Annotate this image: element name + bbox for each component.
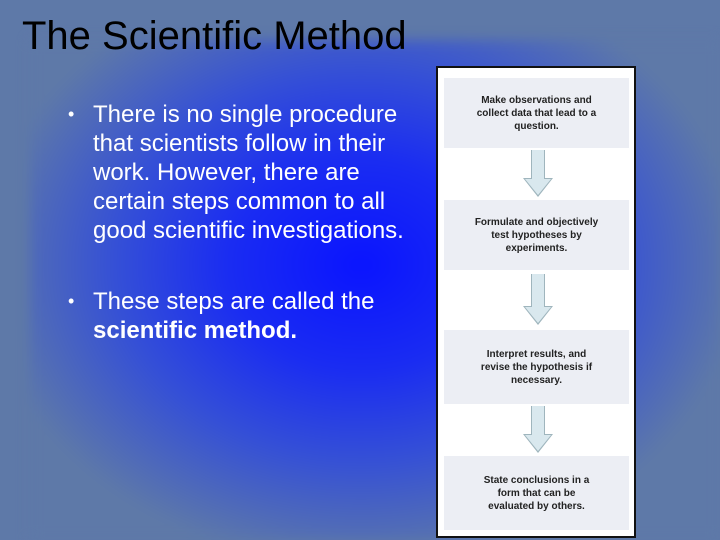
- bullet-list: [60, 100, 410, 345]
- flow-step-observe: Make observations and collect data that lead to a question.: [444, 78, 629, 148]
- bullet-marker: •: [68, 291, 75, 311]
- flowchart-figure: [436, 66, 636, 538]
- down-arrow-icon: [522, 406, 554, 454]
- bullet-item: [60, 100, 410, 245]
- flow-step-hypothesize: Formulate and objectively test hypotheses by experiments.: [444, 200, 629, 270]
- bullet-text: There is no single procedure that scientists follow in their work. However, there are certain steps common to all good scientific investigations.: [93, 101, 404, 244]
- flow-step-interpret: Interpret results, and revise the hypothesis if necessary.: [444, 330, 629, 404]
- bullet-text: These steps are called the: [93, 288, 375, 315]
- bullet-marker: •: [68, 104, 75, 124]
- bullet-emphasis: scientific method.: [93, 317, 298, 344]
- bullet-item: [60, 287, 410, 345]
- flow-step-conclude: State conclusions in a form that can be evaluated by others.: [444, 456, 629, 530]
- down-arrow-icon: [522, 274, 554, 326]
- down-arrow-icon: [522, 150, 554, 198]
- slide-title: The Scientific Method: [22, 14, 407, 58]
